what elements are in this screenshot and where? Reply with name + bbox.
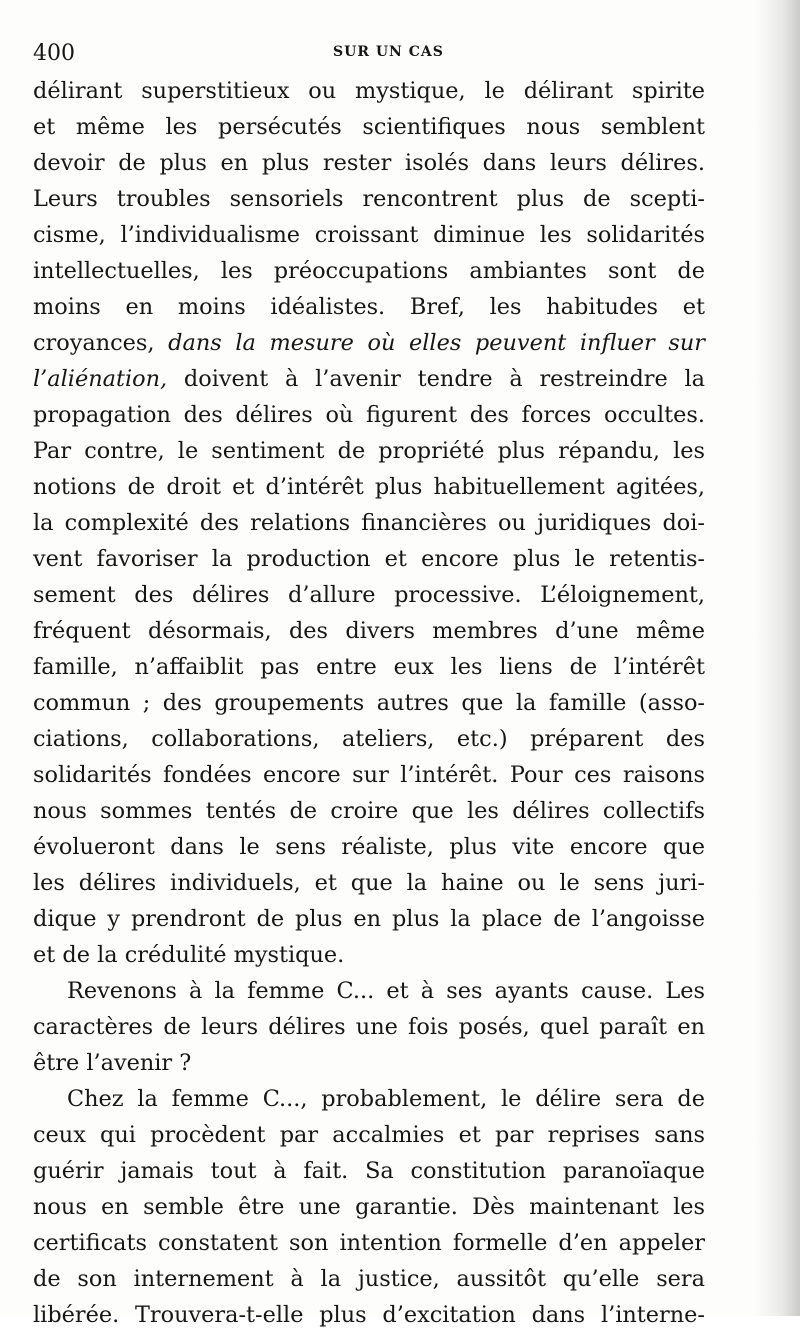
text-line	[33, 325, 705, 361]
text-line: moins en moins idéalistes. Bref, les habitudes et	[33, 294, 705, 320]
italic-phrase: l’aliénation,	[33, 366, 168, 392]
text-line	[33, 361, 705, 397]
text-line: Leurs troubles sensoriels rencontrent plus de scepti-	[33, 186, 705, 212]
text-line: et de la crédulité mystique.	[33, 942, 345, 968]
text-line: cisme, l’individualisme croissant diminue les solidarités	[33, 222, 705, 248]
text-line: solidarités fondées encore sur l’intérêt. Pour ces raisons	[33, 762, 705, 788]
text-line: propagation des délires où figurent des forces occultes.	[33, 402, 705, 428]
text-line: Revenons à la femme C... et à ses ayants cause. Les	[67, 978, 705, 1004]
text-line: fréquent désormais, des divers membres d’une même	[33, 618, 705, 644]
text-line: notions de droit et d’intérêt plus habituellement agitées,	[33, 474, 705, 500]
page-number: 400	[33, 41, 75, 66]
text-fragment: croyances,	[33, 330, 155, 356]
text-line: Chez la femme C..., probablement, le délire sera de	[67, 1086, 705, 1112]
text-line: la complexité des relations financières ou juridiques doi-	[33, 510, 705, 536]
text-line: guérir jamais tout à fait. Sa constitution paranoïaque	[33, 1158, 705, 1184]
text-line: commun ; des groupements autres que la famille (asso-	[33, 690, 705, 716]
running-title: SUR UN CAS	[333, 44, 444, 60]
text-line: dique y prendront de plus en plus la place de l’angoisse	[33, 906, 705, 932]
page-binding-shadow	[754, 0, 800, 1316]
text-fragment: doivent à l’avenir tendre à restreindre la	[183, 366, 705, 392]
text-line: nous sommes tentés de croire que les délires collectifs	[33, 798, 705, 824]
text-line: être l’avenir ?	[33, 1050, 192, 1076]
text-line: Par contre, le sentiment de propriété plus répandu, les	[33, 438, 705, 464]
text-line: intellectuelles, les préoccupations ambiantes sont de	[33, 258, 705, 284]
text-line: devoir de plus en plus rester isolés dans leurs délires.	[33, 150, 705, 176]
text-line: certificats constatent son intention formelle d’en appeler	[33, 1230, 705, 1256]
italic-phrase: dans la mesure où elles peuvent influer sur	[168, 330, 705, 356]
text-line: évolueront dans le sens réaliste, plus vite encore que	[33, 834, 705, 860]
body-text	[33, 73, 705, 1333]
text-line: et même les persécutés scientifiques nous semblent	[33, 114, 705, 140]
text-line: ceux qui procèdent par accalmies et par reprises sans	[33, 1122, 705, 1148]
text-line: libérée. Trouvera-t-elle plus d’excitation dans l’interne-	[33, 1302, 705, 1328]
text-line: sement des délires d’allure processive. L’éloignement,	[33, 582, 705, 608]
text-line: nous en semble être une garantie. Dès maintenant les	[33, 1194, 705, 1220]
text-line: délirant superstitieux ou mystique, le délirant spirite	[33, 78, 705, 104]
text-line: les délires individuels, et que la haine ou le sens juri-	[33, 870, 705, 896]
text-line: de son internement à la justice, aussitôt qu’elle sera	[33, 1266, 705, 1292]
text-line: famille, n’affaiblit pas entre eux les liens de l’intérêt	[33, 654, 705, 680]
text-line: ciations, collaborations, ateliers, etc.) préparent des	[33, 726, 705, 752]
text-line: caractères de leurs délires une fois posés, quel paraît en	[33, 1014, 705, 1040]
running-head	[33, 38, 713, 70]
text-line: vent favoriser la production et encore plus le retentis-	[33, 546, 705, 572]
